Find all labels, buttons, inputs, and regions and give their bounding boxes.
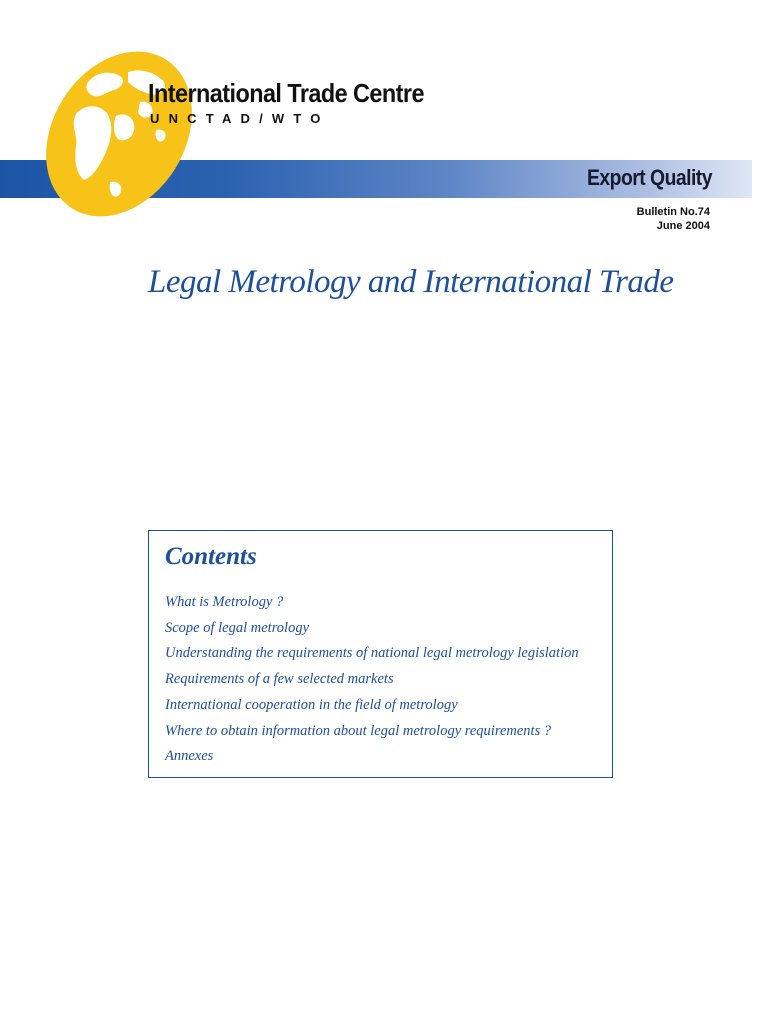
- contents-list: [165, 590, 579, 770]
- contents-item: Scope of legal metrology: [165, 619, 310, 636]
- contents-heading: Contents: [165, 543, 257, 570]
- series-name: Export Quality: [587, 165, 712, 190]
- bulletin-date: June 2004: [656, 220, 710, 232]
- bulletin-info: [637, 205, 710, 233]
- contents-item: Where to obtain information about legal metrology requirements ?: [165, 722, 552, 739]
- contents-item: What is Metrology ?: [165, 594, 284, 610]
- contents-item: International cooperation in the field of metrology: [165, 696, 458, 713]
- contents-item: Requirements of a few selected markets: [165, 671, 394, 688]
- bulletin-number: Bulletin No.74: [636, 206, 710, 218]
- globe-logo-icon: [36, 42, 202, 226]
- org-subtitle: UNCTAD/WTO: [150, 111, 330, 126]
- contents-item: Understanding the requirements of national legal metrology legislation: [165, 645, 579, 662]
- document-title: Legal Metrology and International Trade: [148, 264, 674, 300]
- contents-item: Annexes: [165, 748, 214, 765]
- org-name: International Trade Centre: [148, 78, 424, 108]
- contents-box: [148, 530, 613, 778]
